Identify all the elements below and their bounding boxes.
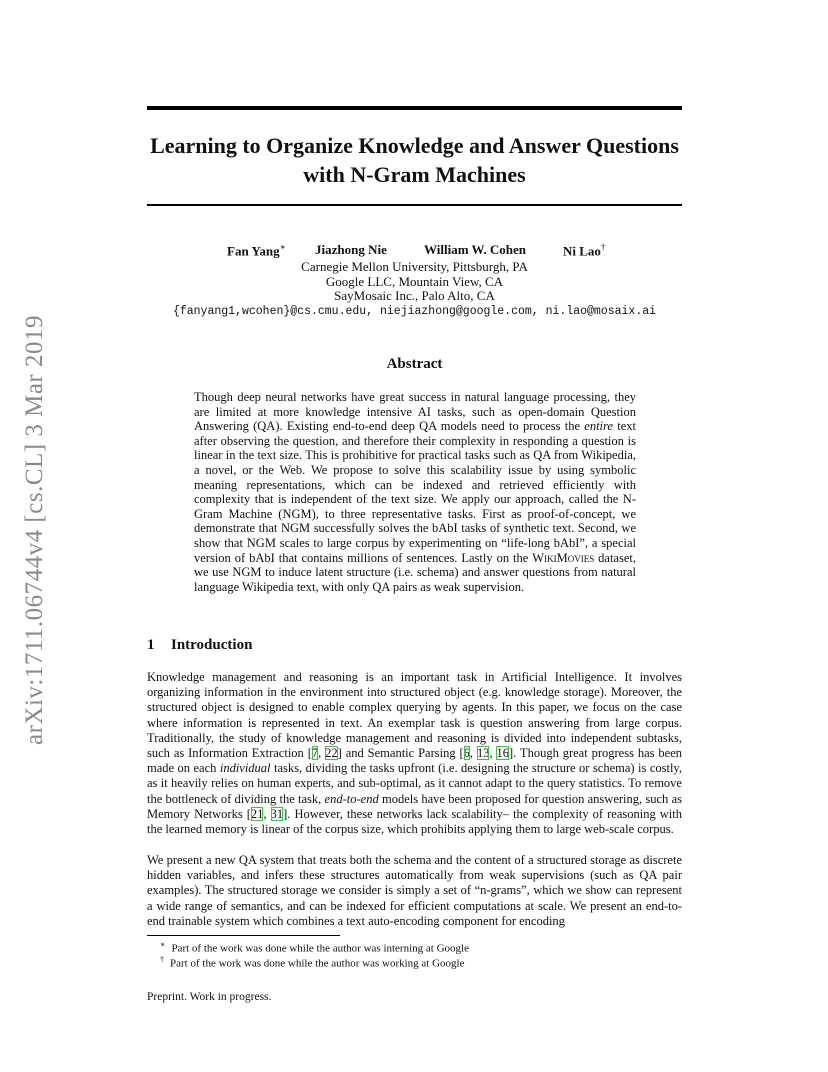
citation-link[interactable]: 13: [476, 746, 490, 761]
author: Ni Lao†: [563, 242, 606, 259]
citation-link[interactable]: 22: [325, 746, 338, 761]
author-list: [147, 242, 682, 260]
citation-link[interactable]: 6: [463, 746, 470, 761]
body-paragraph: We present a new QA system that treats both the schema and the content of a structured storage as discrete hidden variables, and infers these structures automatically from weak supervisions (such as QA pair examples). The structured storage we consider is simply a set of “n-grams”, which we show can represent a wide range of semantics, and can be indexed for efficient computations at scale. We present an end-to-end trainable system which combines a text auto-encoding component for encoding: [147, 853, 682, 928]
preprint-note: Preprint. Work in progress.: [147, 991, 272, 1003]
citation-link[interactable]: 31: [270, 806, 284, 821]
affiliation: Carnegie Mellon University, Pittsburgh, PA: [301, 259, 528, 274]
author-mark: ∗: [279, 242, 286, 252]
title-bottom-rule: [147, 204, 682, 206]
footnote: ∗ Part of the work was done while the author was interning at Google: [160, 940, 469, 955]
author-emails: {fanyang1,wcohen}@cs.cmu.edu, niejiazhong@google.com, ni.lao@mosaix.ai: [172, 305, 657, 318]
citation-link[interactable]: 21: [250, 806, 264, 821]
title-top-rule: [147, 106, 682, 110]
author-mark: †: [600, 242, 606, 252]
body-paragraph: Knowledge management and reasoning is an important task in Artificial Intelligence. It involves organizing information in the environment into structured object (e.g. knowledge storage). Moreover, the structured object is designed to enable complex querying by agents. In this paper, we focus on the case where information is represented in text. An exemplar task is question answering from large corpus. Traditionally, the study of knowledge management and reasoning is divided into independent subtasks, such as Information Extraction [7, 22] and Semantic Parsing [6, 13, 16]. Though great progress has been made on each individual tasks, dividing the tasks upfront (i.e. designing the structure or schema) is costly, as it heavily relies on human experts, and sub-optimal, as it cannot adapt to the query statistics. To remove the bottleneck of dividing the task, end-to-end models have been proposed for question answering, such as Memory Networks [21, 31]. However, these networks lack scalability– the complexity of reasoning with the learned memory is linear of the corpus size, which prohibits applying them to large web-scale corpus.: [147, 670, 683, 837]
abstract-body: Though deep neural networks have great success in natural language processing, they are limited at more knowledge intensive AI tasks, such as open-domain Question Answering (QA). Existing end-to-end deep QA models need to process the entire text after observing the question, and therefore their complexity in responding a question is linear in the text size. This is prohibitive for practical tasks such as QA from Wikipedia, a novel, or the Web. We propose to solve this scalability issue by using symbolic meaning representations, which can be indexed and retrieved efficiently with complexity that is independent of the text size. We apply our approach, called the N-Gram Machine (NGM), to three representative tasks. First as proof-of-concept, we demonstrate that NGM successfully solves the bAbI tasks of synthetic text. Second, we show that NGM scales to large corpus by experimenting on “life-long bAbI”, a special version of bAbI that contains millions of sentences. Lastly on the WikiMovies dataset, we use NGM to induce latent structure (i.e. schema) and answer questions from natural language Wikipedia text, with only QA pairs as weak supervision.: [194, 390, 636, 594]
paper-title: Learning to Organize Knowledge and Answer Questions with N-Gram Machines: [150, 133, 679, 187]
author: William W. Cohen: [424, 242, 526, 257]
section-heading: 1 Introduction: [147, 637, 253, 653]
footnote: † Part of the work was done while the author was working at Google: [160, 955, 465, 970]
arxiv-id: arXiv:1711.06744v4 [cs.CL] 3 Mar 2019: [21, 315, 48, 746]
citation-link[interactable]: 7: [311, 746, 319, 761]
author: Fan Yang∗: [227, 242, 286, 259]
affiliation: SayMosaic Inc., Palo Alto, CA: [334, 288, 495, 303]
abstract-heading: Abstract: [386, 356, 443, 372]
author: Jiazhong Nie: [315, 242, 387, 257]
citation-link[interactable]: 16: [496, 746, 509, 761]
affiliation: Google LLC, Mountain View, CA: [325, 274, 504, 289]
footnote-rule: [147, 935, 340, 936]
